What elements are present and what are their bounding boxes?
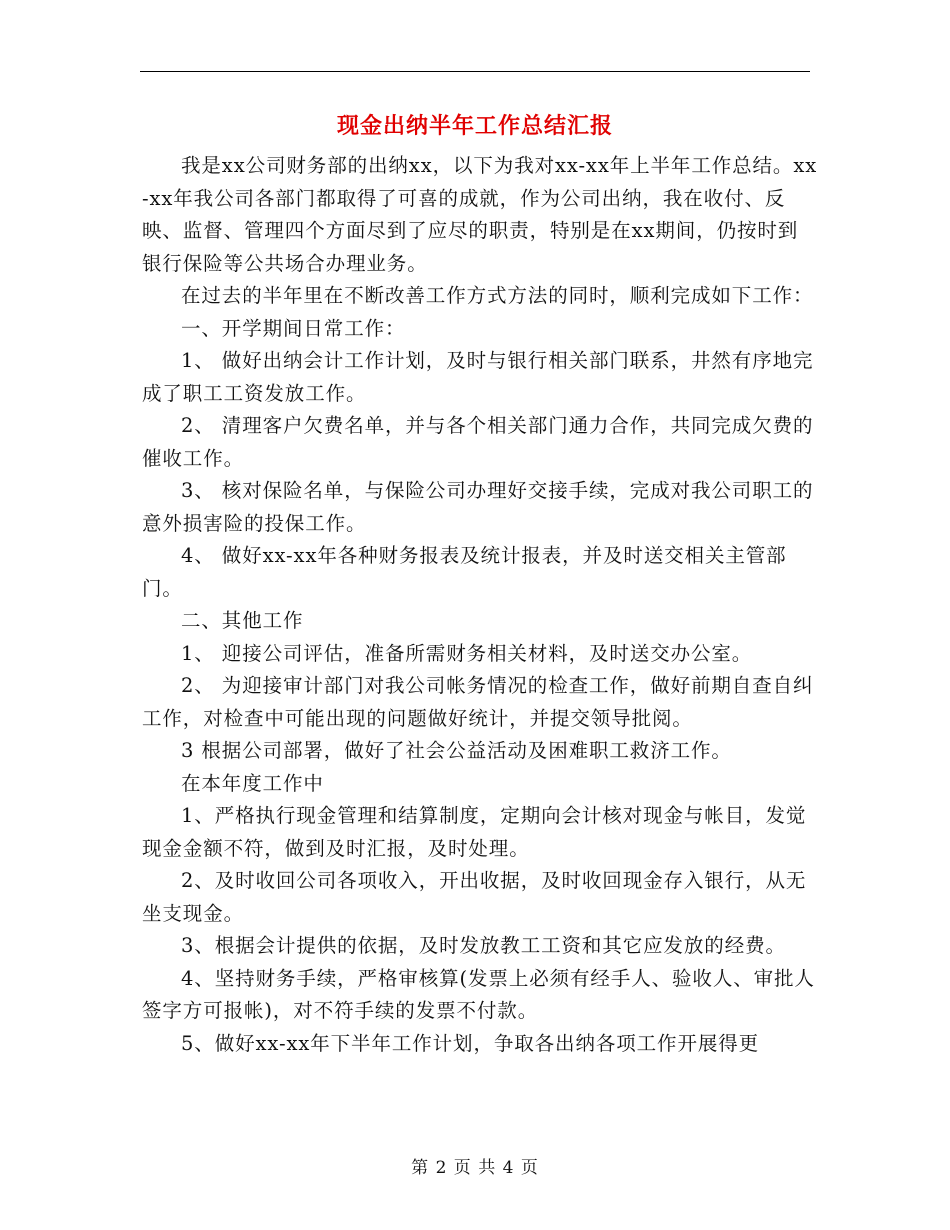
list-item: 3、根据会计提供的依据，及时发放教工工资和其它应发放的经费。 bbox=[181, 934, 786, 957]
list-item: 3、 核对保险名单，与保险公司办理好交接手续，完成对我公司职工的意外损害险的投保工作。 bbox=[142, 479, 814, 535]
list-item: 2、 清理客户欠费名单，并与各个相关部门通力合作，共同完成欠费的催收工作。 bbox=[142, 414, 814, 470]
section-heading-daily-work: 一、开学期间日常工作： bbox=[181, 316, 406, 340]
list-item: 1、 迎接公司评估，准备所需财务相关材料，及时送交办公室。 bbox=[181, 641, 753, 665]
page-number-footer: 第 2 页 共 4 页 bbox=[411, 1158, 539, 1178]
list-item: 3 根据公司部署，做好了社会公益活动及困难职工救济工作。 bbox=[181, 739, 732, 762]
paragraph-overview: 在过去的半年里在不断改善工作方式方法的同时，顺利完成如下工作： bbox=[181, 284, 814, 307]
list-item: 1、 做好出纳会计工作计划，及时与银行相关部门联系，井然有序地完成了职工工资发放工作。 bbox=[142, 349, 814, 405]
list-item: 2、 为迎接审计部门对我公司帐务情况的检查工作，做好前期自查自纠工作，对检查中可能出现的问题做好统计，并提交领导批阅。 bbox=[142, 674, 814, 730]
list-item: 5、做好xx-xx年下半年工作计划，争取各出纳各项工作开展得更 bbox=[181, 1031, 760, 1055]
list-item: 4、坚持财务手续，严格审核算(发票上必须有经手人、验收人、审批人签字方可报帐)，对不符手续的发票不付款。 bbox=[142, 966, 815, 1022]
list-item: 4、 做好xx-xx年各种财务报表及统计报表，并及时送交相关主管部门。 bbox=[142, 544, 787, 600]
paragraph-intro: 我是xx公司财务部的出纳xx，以下为我对xx-xx年上半年工作总结。xx-xx年我公司各部门都取得了可喜的成就，作为公司出纳，我在收付、反映、监督、管理四个方面尽到了应尽的职责，特别是在xx期间，仍按时到银行保险等公共场合办理业务。 bbox=[142, 154, 818, 275]
list-item: 2、及时收回公司各项收入，开出收据，及时收回现金存入银行，从无坐支现金。 bbox=[142, 869, 807, 925]
header-rule bbox=[140, 71, 810, 72]
list-item: 1、严格执行现金管理和结算制度，定期向会计核对现金与帐目，发觉现金金额不符，做到及时汇报，及时处理。 bbox=[142, 804, 807, 860]
document-body bbox=[142, 150, 818, 1060]
document-title: 现金出纳半年工作总结汇报 bbox=[336, 113, 613, 139]
section-heading-this-year: 在本年度工作中 bbox=[181, 771, 324, 795]
section-heading-other-work: 二、其他工作 bbox=[181, 609, 304, 632]
